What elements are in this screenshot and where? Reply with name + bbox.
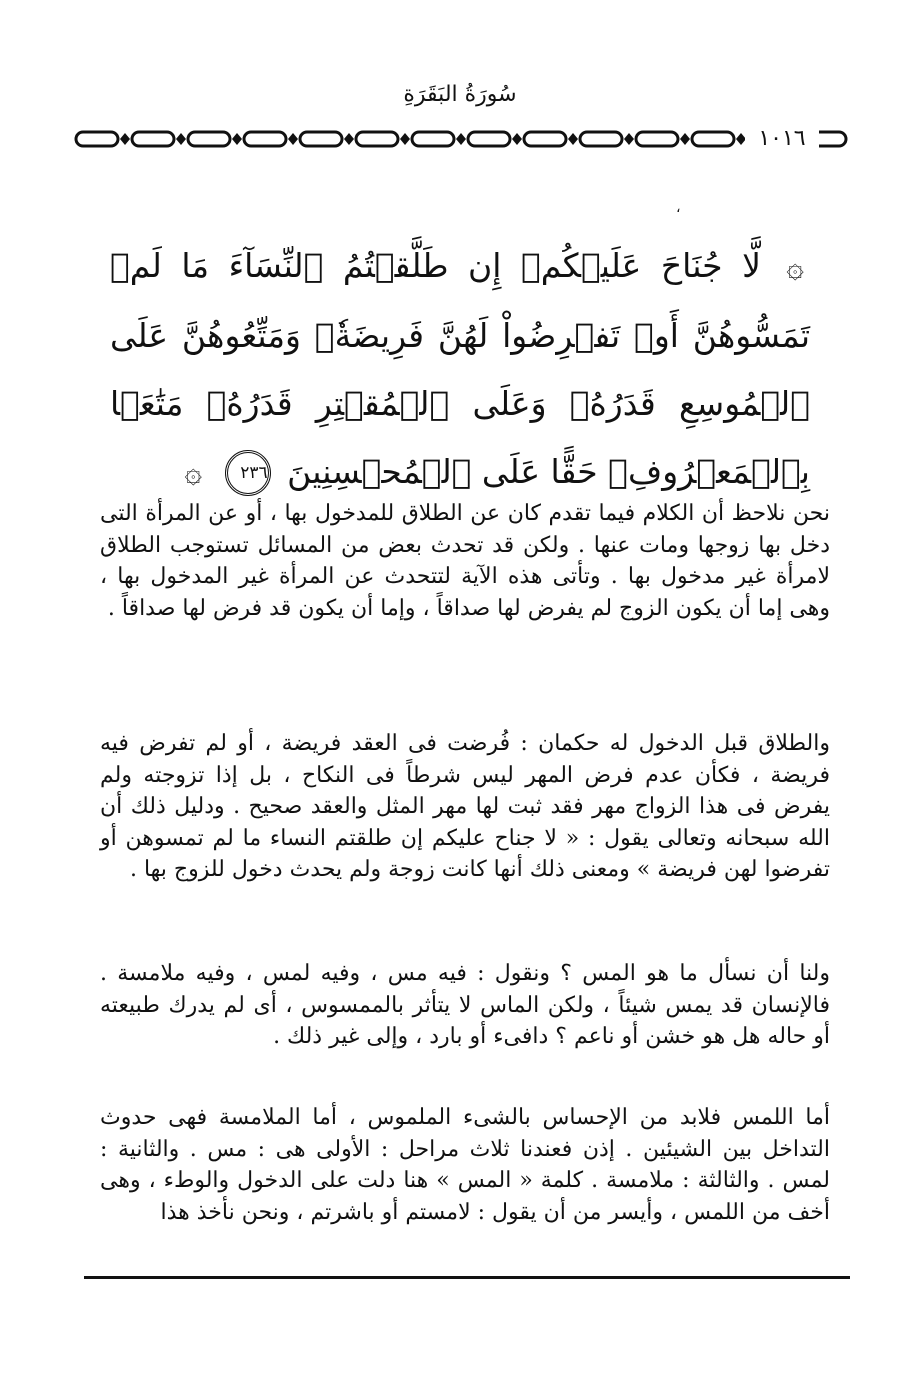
chain-link [468,132,510,146]
commentary-paragraph-1: نحن نلاحظ أن الكلام فيما تقدم كان عن الطلاق للمدخول بها ، أو عن المرأة التى دخل بها زوجها ومات عنها . ولكن قد تحدث بعض من المسائل تستوجب الطلاق لامرأة غير مدخول بها . وتأتى هذه الآية لتتحدث عن المرأة غير المدخول بها ، وهى إما أن يكون الزوج لم يفرض لها صداقاً ، وإما أن يكون قد فرض لها صداقاً . [100,501,830,621]
chain-diamond [512,133,522,145]
chain-diamond [288,133,298,145]
chain-diamond [176,133,186,145]
chain-diamond [680,133,690,145]
chain-link [580,132,622,146]
commentary-paragraph-4: أما اللمس فلابد من الإحساس بالشىء الملموس ، أما الملامسة فهى حدوث التداخل بين الشيئين . إذن فعندنا ثلاث مراحل : الأولى هى : مس . والثانية : لمس . والثالثة : ملامسة . كلمة « المس » هنا دلت على الدخول والوطء ، وهى أخف من اللمس ، وأيسر من أن يقول : لامستم أو باشرتم ، ونحن نأخذ هذا [100,1105,830,1225]
chain-diamond [624,133,634,145]
surah-title: سُورَةُ البَقَرَةِ [403,82,517,107]
ayah-number-badge: ٢٣٦ [225,450,271,496]
verse-text: لَّا جُنَاحَ عَلَيۡكُمۡ إِن طَلَّقۡتُمُ ٱلنِّسَآءَ مَا لَمۡ تَمَسُّوهُنَّ أَوۡ تَفۡرِضُواْ لَهُنَّ فَرِيضَةٗۚ وَمَتِّعُوهُنَّ عَلَى ٱلۡمُوسِعِ قَدَرُهُۥ وَعَلَى ٱلۡمُقۡتِرِ قَدَرُهُۥ مَتَٰعَۢا بِٱلۡمَعۡرُوفِۖ حَقًّا عَلَى ٱلۡمُحۡسِنِينَ [110,246,810,491]
chain-link [692,132,734,146]
header-chain-ornament [72,122,852,156]
verse-end-ornament-icon: ۞ [184,455,203,490]
chain-link [524,132,566,146]
chain-link [300,132,342,146]
quran-verse [110,232,810,507]
chain-link [244,132,286,146]
chain-diamond [232,133,242,145]
chain-link [356,132,398,146]
stray-mark: ، [676,200,681,216]
commentary-paragraph-3: ولنا أن نسأل ما هو المس ؟ ونقول : فيه مس ، وفيه لمس ، وفيه ملامسة . فالإنسان قد يمس شيئاً ، ولكن الماس لا يتأثر بالممسوس ، أى لم يدرك طبيعته أو حاله هل هو خشن أو ناعم ؟ دافىء أو بارد ، وإلى غير ذلك . [100,961,830,1049]
chain-diamond [120,133,130,145]
chain-diamond [400,133,410,145]
page-number: ١٠١٦ [745,122,819,156]
commentary-paragraph-2: والطلاق قبل الدخول له حكمان : فُرضت فى العقد فريضة ، أو لم تفرض فيه فريضة ، فكأن عدم فرض المهر ليس شرطاً فى النكاح ، بل إذا تزوجته ولم يفرض فى هذا الزواج مهر فقد ثبت لها مهر المثل والعقد صحيح . ودليل ذلك أن الله سبحانه وتعالى يقول : « لا جناح عليكم إن طلقتم النساء ما لم تمسوهن أو تفرضوا لهن فريضة » ومعنى ذلك أنها كانت زوجة ولم يحدث دخول للزوج بها . [100,731,831,882]
chain-link [188,132,230,146]
chain-diamond [344,133,354,145]
chain-link [412,132,454,146]
bottom-rule [84,1276,850,1279]
verse-start-ornament-icon: ۞ [786,249,804,285]
chain-link [132,132,174,146]
chain-link [76,132,118,146]
chain-link [636,132,678,146]
chain-diamond [456,133,466,145]
chain-diamond [568,133,578,145]
